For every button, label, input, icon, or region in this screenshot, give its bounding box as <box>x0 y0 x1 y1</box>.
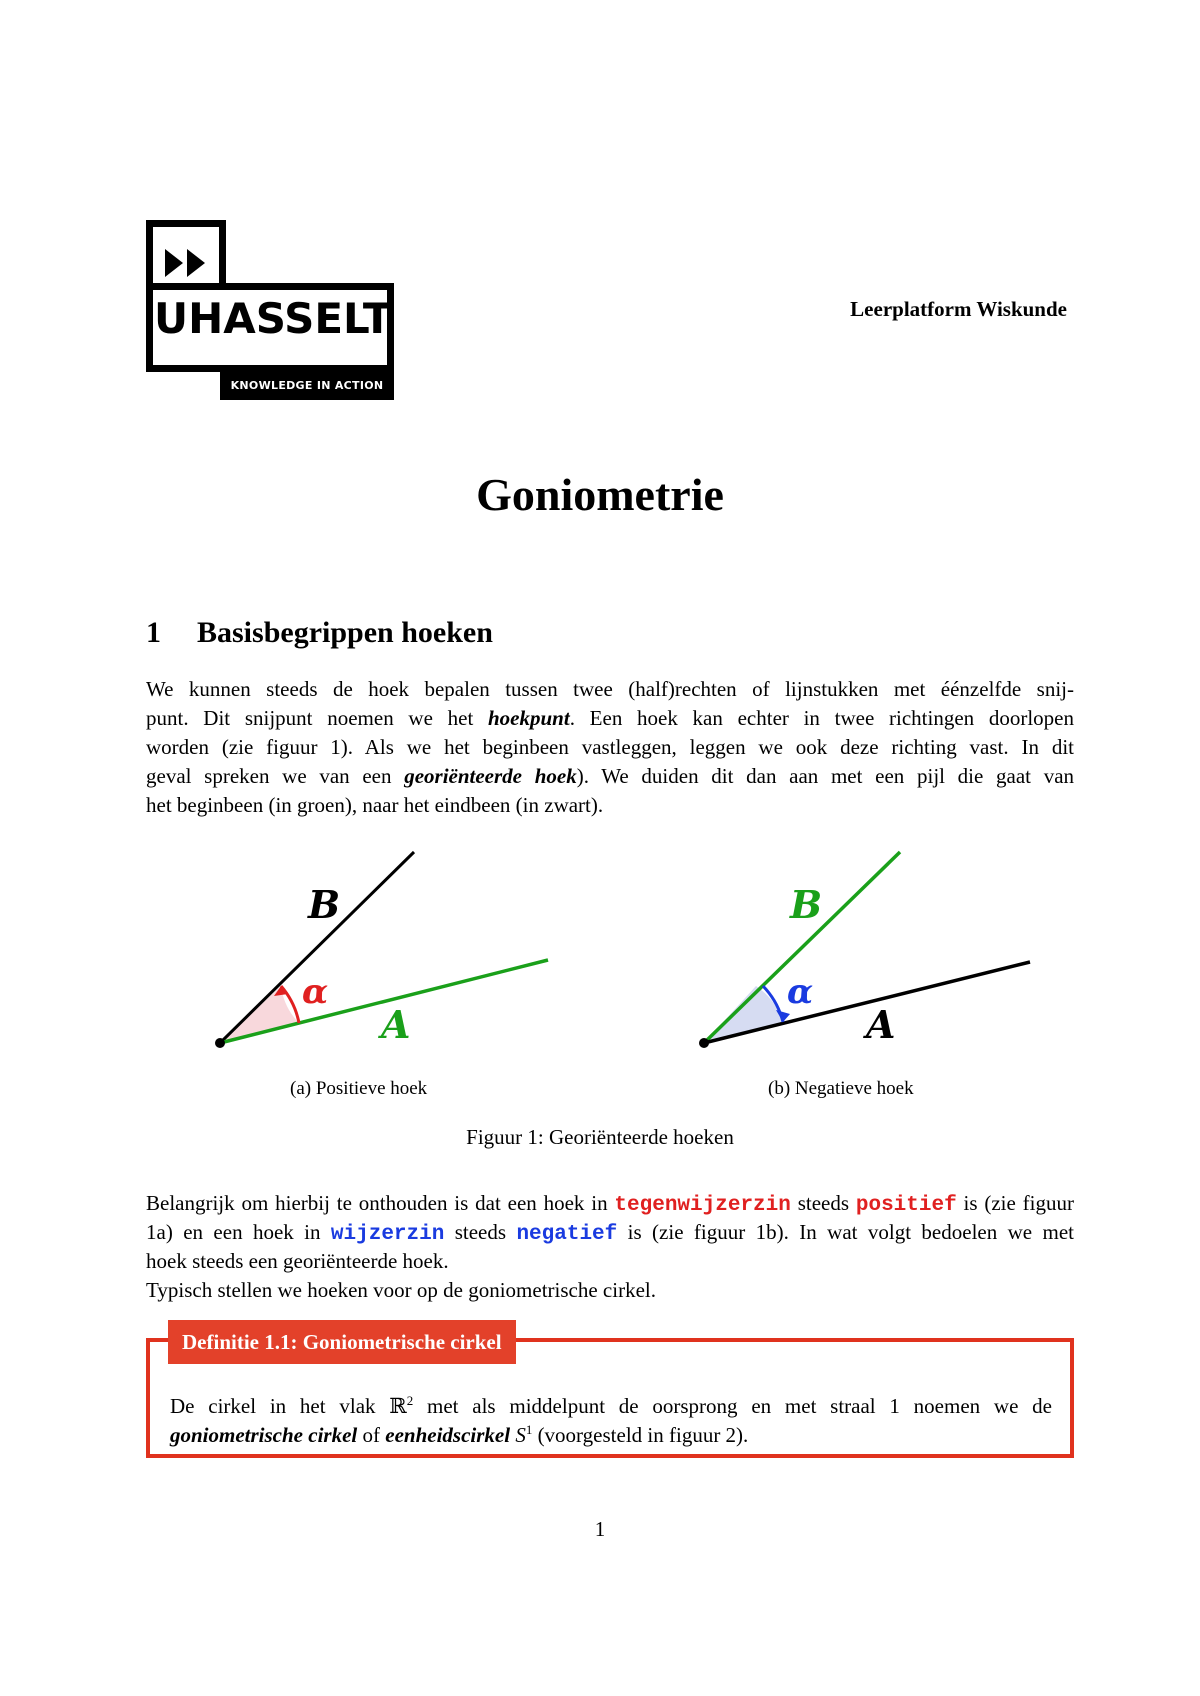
subfigure-positive-angle <box>215 852 548 1048</box>
logo-tagline: KNOWLEDGE IN ACTION <box>230 379 384 392</box>
vertex-a <box>215 1038 225 1048</box>
page-title: Goniometrie <box>476 469 724 520</box>
text-span: steeds <box>444 1220 517 1244</box>
orientation-line-2 <box>146 1218 1074 1249</box>
keyword-positief: positief <box>855 1194 957 1217</box>
text-span: (voorgesteld in figuur 2). <box>532 1423 749 1447</box>
text-span: of <box>357 1423 386 1447</box>
term-goniometrische-cirkel: goniometrische cirkel <box>170 1423 358 1447</box>
platform-name: Leerplatform Wiskunde <box>850 297 1067 321</box>
label-b-b: B <box>790 882 823 927</box>
label-b-a: B <box>308 882 341 927</box>
text-span: geval spreken we van een <box>146 764 405 788</box>
intro-line-3: worden (zie figuur 1). Als we het beginbeen vastleggen, leggen we ook deze richting vast. In dit <box>146 735 1074 759</box>
keyword-tegenwijzerzin: tegenwijzerzin <box>614 1194 791 1217</box>
text-span: 1a) en een hoek in <box>146 1220 331 1244</box>
label-a-a: A <box>381 1002 411 1047</box>
keyword-negatief: negatief <box>516 1223 618 1246</box>
subfigure-negative-angle <box>699 852 1030 1048</box>
intro-line-5: het beginbeen (in groen), naar het eindbeen (in zwart). <box>146 793 604 817</box>
logo-wordmark: UHASSELT <box>154 294 392 343</box>
definition-header: Definitie 1.1: Goniometrische cirkel <box>168 1320 516 1364</box>
section-number: 1 <box>146 616 161 649</box>
subcaption-a: (a) Positieve hoek <box>290 1078 428 1099</box>
text-span: ). We duiden dit dan aan met een pijl die gaat van <box>576 764 1075 788</box>
text-span: is (zie figuur 1b). In wat volgt bedoelen we met <box>617 1220 1074 1244</box>
label-a-b: A <box>866 1002 896 1047</box>
orientation-line-1 <box>146 1189 1074 1220</box>
vertex-b <box>699 1038 709 1048</box>
orientation-line-4: Typisch stellen we hoeken voor op de goniometrische cirkel. <box>146 1278 656 1302</box>
text-span: punt. Dit snijpunt noemen we het <box>146 706 488 730</box>
intro-line-1: We kunnen steeds de hoek bepalen tussen twee (half)rechten of lijnstukken met éénzelfde snij- <box>146 677 1074 701</box>
figure-caption: Figuur 1: Georiënteerde hoeken <box>466 1125 734 1149</box>
text-span: is (zie figuur <box>956 1191 1074 1215</box>
text-span: Belangrijk om hierbij te onthouden is dat een hoek in <box>146 1191 615 1215</box>
symbol-s: S <box>515 1423 526 1447</box>
section-title: Basisbegrippen hoeken <box>197 616 493 649</box>
symbol-r: ℝ <box>389 1394 407 1418</box>
definition-line-2 <box>170 1415 1052 1450</box>
term-eenheidscirkel: eenheidscirkel <box>385 1423 511 1447</box>
text-span: steeds <box>790 1191 856 1215</box>
text-span: met als middelpunt de oorsprong en met straal 1 noemen we de <box>413 1394 1053 1418</box>
term-georienteerde-hoek: georiënteerde hoek <box>404 764 577 788</box>
page-number: 1 <box>594 1517 606 1541</box>
orientation-line-3: hoek steeds een georiënteerde hoek. <box>146 1249 449 1273</box>
symbol-s-exponent: 1 <box>525 1422 533 1437</box>
text-span: De cirkel in het vlak <box>170 1394 390 1418</box>
keyword-wijzerzin: wijzerzin <box>330 1223 445 1246</box>
term-hoekpunt: hoekpunt <box>488 706 570 730</box>
alpha-a: α <box>302 972 329 1012</box>
alpha-b: α <box>787 972 814 1012</box>
symbol-r-exponent: 2 <box>406 1393 414 1408</box>
text-span: . Een hoek kan echter in twee richtingen doorlopen <box>569 706 1075 730</box>
subcaption-b: (b) Negatieve hoek <box>768 1078 914 1099</box>
